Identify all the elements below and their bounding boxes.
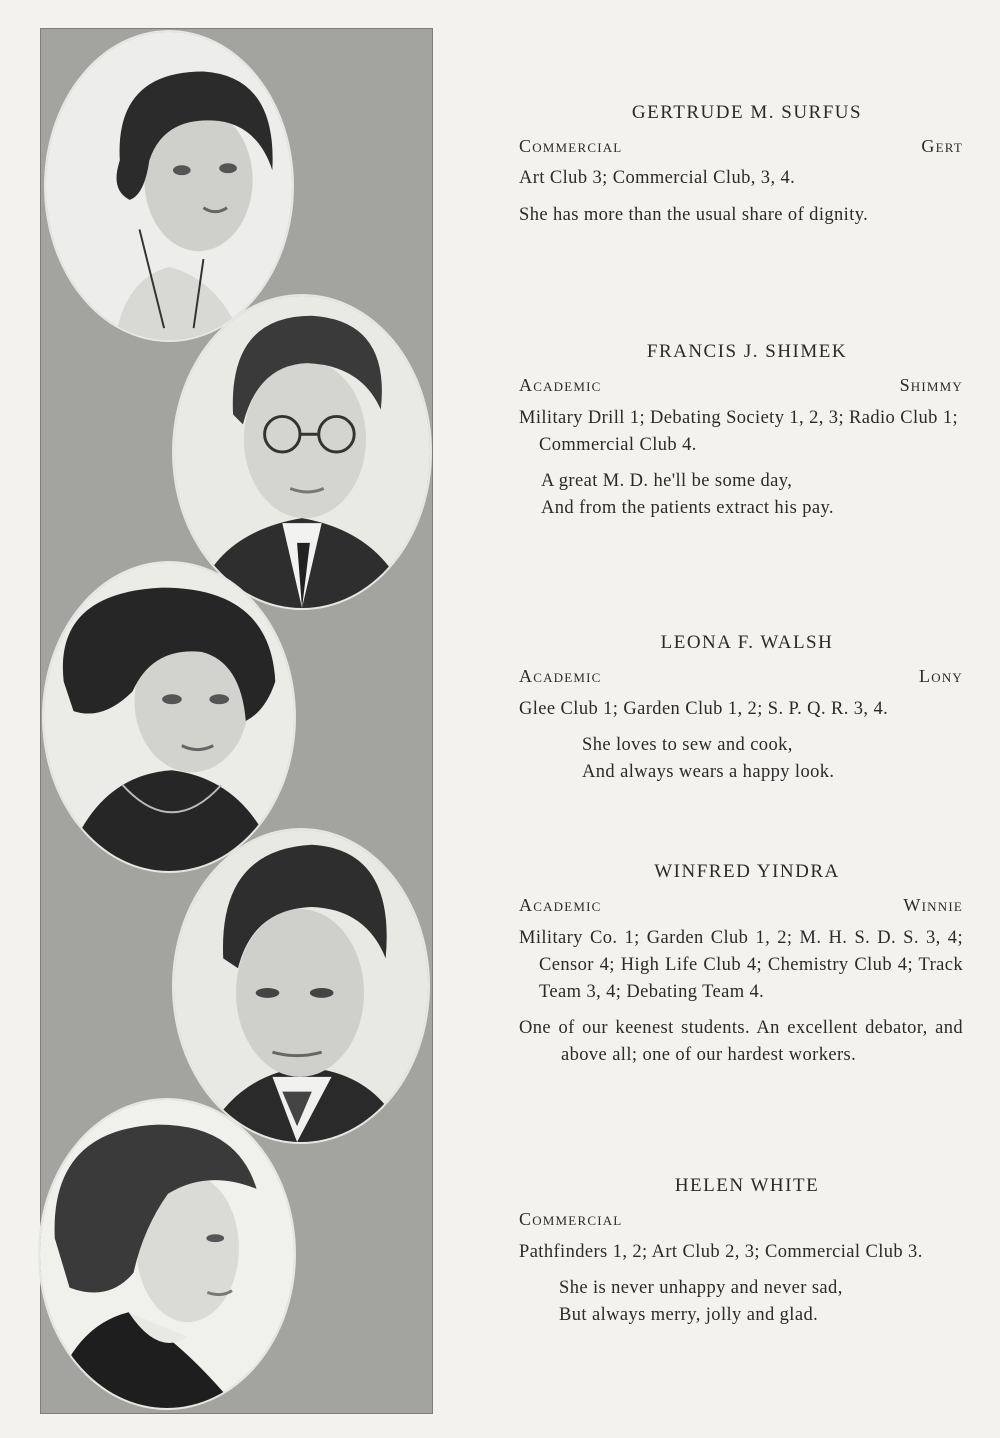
nickname-label: Gert [921,136,963,156]
course-label: Commercial [519,136,623,156]
course-row [519,666,963,687]
student-entry-shimek [519,341,963,522]
course-row [519,1209,963,1230]
portrait-photo [44,563,294,871]
course-label: Academic [519,375,602,395]
activities-text: Art Club 3; Commercial Club, 3, 4. [519,168,796,188]
portrait-photo [40,1100,294,1408]
portrait-winfred-yindra [172,828,430,1144]
student-entry-surfus [519,102,963,229]
portrait-gertrude-surfus [44,30,294,342]
activities-text: Military Drill 1; Debating Society 1, 2, 3; Radio Club 1; Commercial Club 4. [519,408,959,455]
activities-text: Military Co. 1; Garden Club 1, 2; M. H. S. D. S. 3, 4; Censor 4; High Life Club 4; Chemistry Club 4; Track Team 3, 4; Debating Team 4. [519,928,963,1002]
nickname-label: Shimmy [899,375,963,395]
portrait-photo [46,32,292,340]
quote-line: But always merry, jolly and glad. [559,1305,819,1325]
quote-line: And from the patients extract his pay. [541,498,834,518]
student-entry-walsh [519,632,963,786]
activities-text: Glee Club 1; Garden Club 1, 2; S. P. Q. R. 3, 4. [519,699,889,719]
quote-text: One of our keenest students. An excellent debator, and above all; one of our hardest workers. [519,1018,963,1065]
course-row [519,895,963,916]
portrait-leona-walsh [42,561,296,873]
quote-line: She is never unhappy and never sad, [559,1278,843,1298]
student-name: WINFRED YINDRA [654,861,840,882]
portrait-francis-shimek [172,294,432,610]
course-row [519,136,963,157]
course-label: Commercial [519,1209,623,1229]
nickname-label: Lony [919,666,963,686]
nickname-label: Winnie [903,895,963,915]
quote-line: She loves to sew and cook, [582,735,793,755]
portrait-photo [174,296,430,608]
portrait-photo [174,830,428,1142]
student-name: HELEN WHITE [674,1175,820,1196]
course-label: Academic [519,895,602,915]
portrait-helen-white [38,1098,296,1410]
student-entry-yindra [519,861,963,1069]
student-name: LEONA F. WALSH [660,632,834,653]
quote-line: And always wears a happy look. [582,762,835,782]
student-name: GERTRUDE M. SURFUS [631,102,863,123]
quote-line: A great M. D. he'll be some day, [541,471,793,491]
student-entry-white [519,1175,963,1329]
student-name: FRANCIS J. SHIMEK [646,341,848,362]
course-label: Academic [519,666,602,686]
activities-text: Pathfinders 1, 2; Art Club 2, 3; Commercial Club 3. [519,1242,923,1262]
quote-text: She has more than the usual share of dignity. [519,205,869,225]
course-row [519,375,963,396]
